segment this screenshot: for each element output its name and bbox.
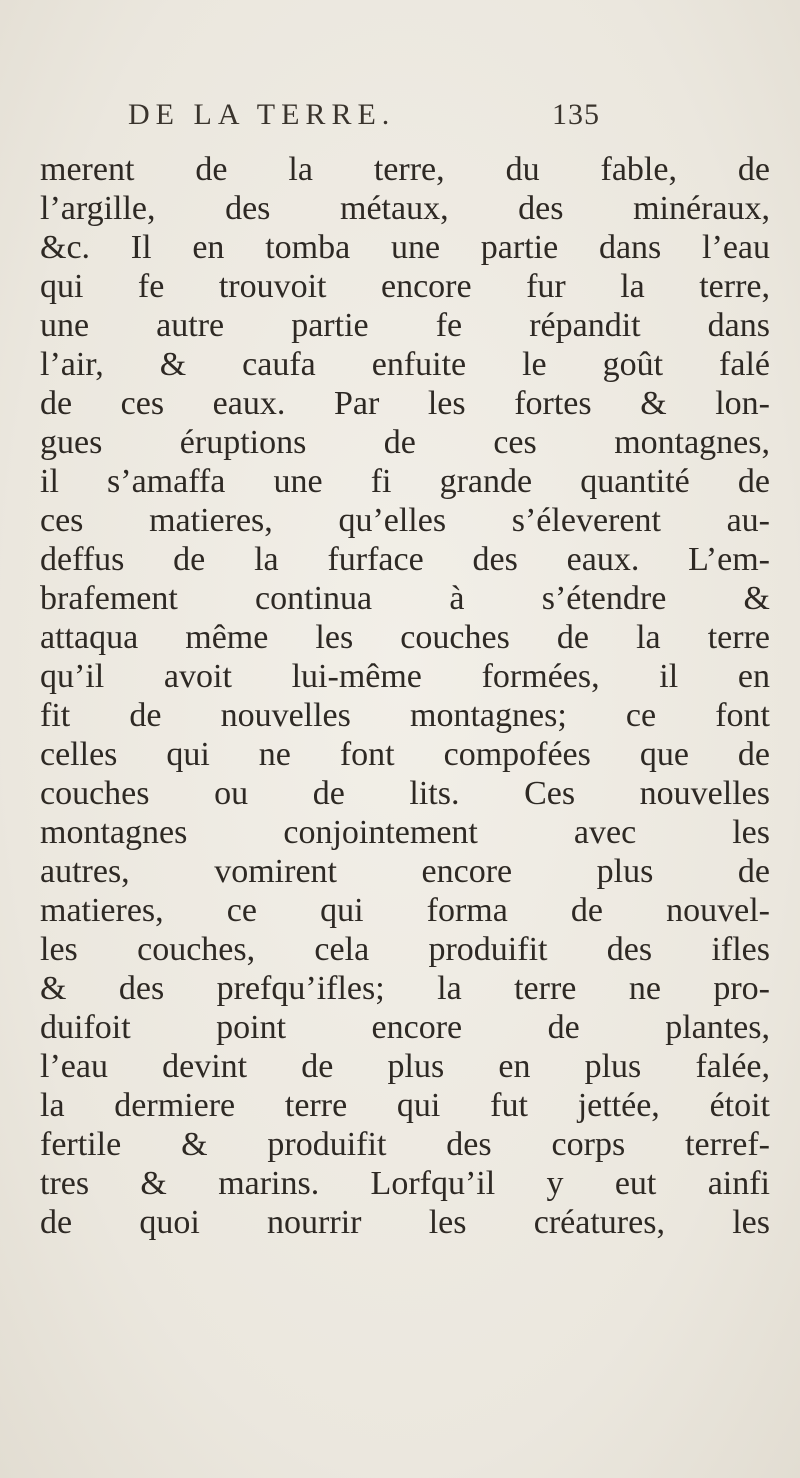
text-line: attaqua même les couches de la terre — [40, 619, 770, 656]
text-line: qui fe trouvoit encore fur la terre, — [40, 268, 770, 305]
text-line: ces matieres, qu’elles s’éleverent au- — [40, 502, 770, 539]
text-line: l’argille, des métaux, des minéraux, — [40, 190, 770, 227]
running-head — [120, 98, 600, 146]
text-line: duifoit point encore de plantes, — [40, 1009, 770, 1046]
text-line: matieres, ce qui forma de nouvel- — [40, 892, 770, 929]
text-line: il s’amaffa une fi grande quantité de — [40, 463, 770, 500]
text-line: l’air, & caufa enfuite le goût falé — [40, 346, 770, 383]
page-number: 135 — [552, 98, 600, 131]
text-line: fit de nouvelles montagnes; ce font — [40, 697, 770, 734]
text-line: de ces eaux. Par les fortes & lon- — [40, 385, 770, 422]
text-line: qu’il avoit lui-même formées, il en — [40, 658, 770, 695]
text-line: brafement continua à s’étendre & — [40, 580, 770, 617]
running-title: DE LA TERRE. — [128, 98, 396, 131]
text-line: une autre partie fe répandit dans — [40, 307, 770, 344]
text-line: & des prefqu’ifles; la terre ne pro- — [40, 970, 770, 1007]
text-line: &c. Il en tomba une partie dans l’eau — [40, 229, 770, 266]
text-line: deffus de la furface des eaux. L’em- — [40, 541, 770, 578]
text-line: tres & marins. Lorfqu’il y eut ainfi — [40, 1165, 770, 1202]
text-line: autres, vomirent encore plus de — [40, 853, 770, 890]
text-line: l’eau devint de plus en plus falée, — [40, 1048, 770, 1085]
text-line: fertile & produifit des corps terref- — [40, 1126, 770, 1163]
text-line: couches ou de lits. Ces nouvelles — [40, 775, 770, 812]
text-line: celles qui ne font compofées que de — [40, 736, 770, 773]
text-line: les couches, cela produifit des ifles — [40, 931, 770, 968]
text-line: de quoi nourrir les créatures, les — [40, 1204, 770, 1241]
text-line: gues éruptions de ces montagnes, — [40, 424, 770, 461]
body-text — [40, 150, 770, 1242]
text-line: montagnes conjointement avec les — [40, 814, 770, 851]
text-line: merent de la terre, du fable, de — [40, 151, 770, 188]
text-line: la dermiere terre qui fut jettée, étoit — [40, 1087, 770, 1124]
